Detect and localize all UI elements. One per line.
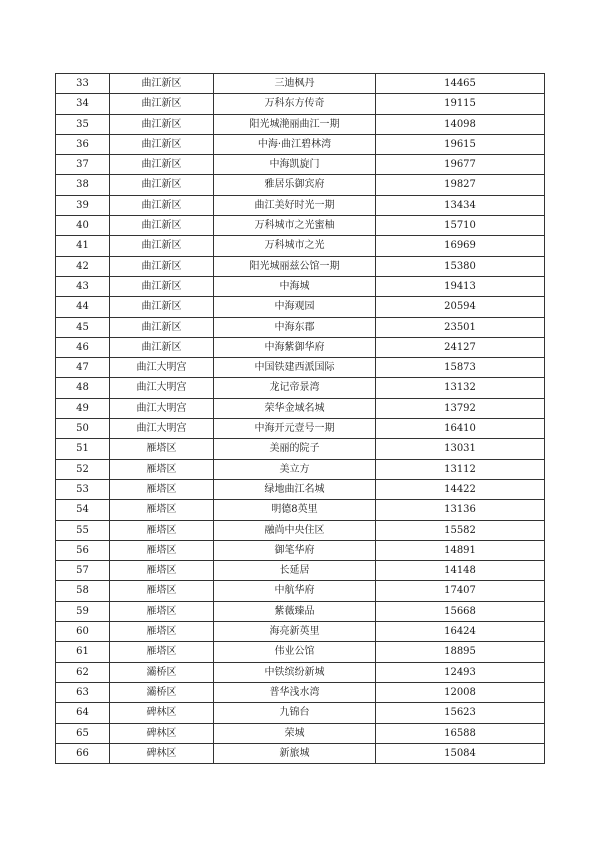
row-number-cell: 35: [56, 114, 110, 134]
table-row: [56, 743, 545, 763]
row-number-cell: 38: [56, 175, 110, 195]
row-number-cell: 59: [56, 601, 110, 621]
project-name-cell: 龙记帝景湾: [214, 378, 376, 398]
project-name-cell: 万科城市之光蜜柚: [214, 216, 376, 236]
district-cell: 曲江新区: [110, 195, 214, 215]
price-cell: 13792: [376, 398, 545, 418]
project-name-cell: 九锦台: [214, 703, 376, 723]
price-cell: 24127: [376, 337, 545, 357]
table-row: [56, 195, 545, 215]
price-cell: 19827: [376, 175, 545, 195]
table-row: [56, 581, 545, 601]
district-cell: 曲江新区: [110, 236, 214, 256]
price-cell: 23501: [376, 317, 545, 337]
project-name-cell: 绿地曲江名城: [214, 479, 376, 499]
table-row: [56, 337, 545, 357]
project-name-cell: 万科城市之光: [214, 236, 376, 256]
price-cell: 15623: [376, 703, 545, 723]
price-cell: 16588: [376, 723, 545, 743]
project-name-cell: 御笔华府: [214, 540, 376, 560]
district-cell: 曲江新区: [110, 216, 214, 236]
table-row: [56, 134, 545, 154]
project-name-cell: 中海城: [214, 276, 376, 296]
table-row: [56, 358, 545, 378]
row-number-cell: 37: [56, 155, 110, 175]
row-number-cell: 43: [56, 276, 110, 296]
project-name-cell: 中铁缤纷新城: [214, 662, 376, 682]
project-name-cell: 中海紫御华府: [214, 337, 376, 357]
district-cell: 曲江新区: [110, 317, 214, 337]
district-cell: 曲江大明宫: [110, 398, 214, 418]
table-row: [56, 256, 545, 276]
row-number-cell: 56: [56, 540, 110, 560]
district-cell: 雁塔区: [110, 439, 214, 459]
price-cell: 19615: [376, 134, 545, 154]
district-cell: 雁塔区: [110, 479, 214, 499]
district-cell: 雁塔区: [110, 601, 214, 621]
district-cell: 曲江新区: [110, 74, 214, 94]
row-number-cell: 44: [56, 297, 110, 317]
price-cell: 19413: [376, 276, 545, 296]
table-row: [56, 520, 545, 540]
price-cell: 13136: [376, 500, 545, 520]
project-name-cell: 中海凯旋门: [214, 155, 376, 175]
district-cell: 曲江新区: [110, 175, 214, 195]
district-cell: 曲江大明宫: [110, 419, 214, 439]
price-cell: 14891: [376, 540, 545, 560]
price-cell: 15710: [376, 216, 545, 236]
row-number-cell: 46: [56, 337, 110, 357]
district-cell: 雁塔区: [110, 622, 214, 642]
project-name-cell: 明德8英里: [214, 500, 376, 520]
price-cell: 15582: [376, 520, 545, 540]
project-name-cell: 紫薇臻品: [214, 601, 376, 621]
row-number-cell: 40: [56, 216, 110, 236]
row-number-cell: 62: [56, 662, 110, 682]
district-cell: 曲江新区: [110, 134, 214, 154]
project-name-cell: 荣城: [214, 723, 376, 743]
table-row: [56, 175, 545, 195]
price-cell: 18895: [376, 642, 545, 662]
price-cell: 15873: [376, 358, 545, 378]
project-name-cell: 海亮新英里: [214, 622, 376, 642]
district-cell: 雁塔区: [110, 642, 214, 662]
district-cell: 曲江新区: [110, 155, 214, 175]
price-cell: 13031: [376, 439, 545, 459]
price-table: [55, 73, 545, 764]
price-cell: 14465: [376, 74, 545, 94]
row-number-cell: 34: [56, 94, 110, 114]
table-row: [56, 439, 545, 459]
row-number-cell: 36: [56, 134, 110, 154]
price-cell: 19115: [376, 94, 545, 114]
district-cell: 灞桥区: [110, 682, 214, 702]
row-number-cell: 47: [56, 358, 110, 378]
row-number-cell: 58: [56, 581, 110, 601]
district-cell: 曲江新区: [110, 114, 214, 134]
price-table-sheet: [55, 73, 544, 764]
project-name-cell: 普华浅水湾: [214, 682, 376, 702]
district-cell: 灞桥区: [110, 662, 214, 682]
table-row: [56, 297, 545, 317]
district-cell: 曲江新区: [110, 276, 214, 296]
project-name-cell: 中海·曲江碧林湾: [214, 134, 376, 154]
district-cell: 雁塔区: [110, 581, 214, 601]
row-number-cell: 64: [56, 703, 110, 723]
table-row: [56, 561, 545, 581]
table-row: [56, 622, 545, 642]
table-row: [56, 114, 545, 134]
row-number-cell: 57: [56, 561, 110, 581]
district-cell: 曲江新区: [110, 297, 214, 317]
project-name-cell: 中海观园: [214, 297, 376, 317]
table-row: [56, 317, 545, 337]
row-number-cell: 60: [56, 622, 110, 642]
price-cell: 13132: [376, 378, 545, 398]
project-name-cell: 中国铁建西派国际: [214, 358, 376, 378]
table-row: [56, 419, 545, 439]
table-row: [56, 459, 545, 479]
district-cell: 曲江大明宫: [110, 358, 214, 378]
price-cell: 17407: [376, 581, 545, 601]
row-number-cell: 39: [56, 195, 110, 215]
table-row: [56, 74, 545, 94]
project-name-cell: 融尚中央住区: [214, 520, 376, 540]
table-row: [56, 662, 545, 682]
table-row: [56, 398, 545, 418]
table-row: [56, 216, 545, 236]
price-cell: 16410: [376, 419, 545, 439]
row-number-cell: 41: [56, 236, 110, 256]
district-cell: 碑林区: [110, 743, 214, 763]
project-name-cell: 阳光城滟丽曲江一期: [214, 114, 376, 134]
project-name-cell: 伟业公馆: [214, 642, 376, 662]
table-row: [56, 703, 545, 723]
district-cell: 曲江新区: [110, 337, 214, 357]
row-number-cell: 42: [56, 256, 110, 276]
district-cell: 雁塔区: [110, 500, 214, 520]
row-number-cell: 61: [56, 642, 110, 662]
district-cell: 雁塔区: [110, 520, 214, 540]
table-row: [56, 155, 545, 175]
project-name-cell: 万科东方传奇: [214, 94, 376, 114]
row-number-cell: 52: [56, 459, 110, 479]
table-row: [56, 276, 545, 296]
district-cell: 曲江新区: [110, 94, 214, 114]
row-number-cell: 65: [56, 723, 110, 743]
row-number-cell: 48: [56, 378, 110, 398]
price-cell: 13434: [376, 195, 545, 215]
table-row: [56, 479, 545, 499]
row-number-cell: 66: [56, 743, 110, 763]
price-cell: 12493: [376, 662, 545, 682]
table-row: [56, 601, 545, 621]
price-cell: 15380: [376, 256, 545, 276]
row-number-cell: 33: [56, 74, 110, 94]
district-cell: 碑林区: [110, 723, 214, 743]
project-name-cell: 美丽的院子: [214, 439, 376, 459]
project-name-cell: 中海开元壹号一期: [214, 419, 376, 439]
project-name-cell: 雅居乐御宾府: [214, 175, 376, 195]
project-name-cell: 长延居: [214, 561, 376, 581]
project-name-cell: 美立方: [214, 459, 376, 479]
price-cell: 14148: [376, 561, 545, 581]
row-number-cell: 55: [56, 520, 110, 540]
price-cell: 19677: [376, 155, 545, 175]
price-cell: 15668: [376, 601, 545, 621]
price-cell: 14422: [376, 479, 545, 499]
price-cell: 15084: [376, 743, 545, 763]
project-name-cell: 三迪枫丹: [214, 74, 376, 94]
table-row: [56, 642, 545, 662]
row-number-cell: 50: [56, 419, 110, 439]
district-cell: 雁塔区: [110, 540, 214, 560]
table-row: [56, 682, 545, 702]
price-cell: 12008: [376, 682, 545, 702]
price-cell: 16969: [376, 236, 545, 256]
project-name-cell: 中航华府: [214, 581, 376, 601]
table-row: [56, 723, 545, 743]
price-cell: 16424: [376, 622, 545, 642]
project-name-cell: 中海东郡: [214, 317, 376, 337]
row-number-cell: 49: [56, 398, 110, 418]
row-number-cell: 51: [56, 439, 110, 459]
price-cell: 14098: [376, 114, 545, 134]
project-name-cell: 新旅城: [214, 743, 376, 763]
table-row: [56, 500, 545, 520]
table-body: [56, 74, 545, 764]
row-number-cell: 63: [56, 682, 110, 702]
price-cell: 20594: [376, 297, 545, 317]
table-row: [56, 378, 545, 398]
row-number-cell: 45: [56, 317, 110, 337]
table-row: [56, 236, 545, 256]
row-number-cell: 53: [56, 479, 110, 499]
project-name-cell: 阳光城丽兹公馆一期: [214, 256, 376, 276]
project-name-cell: 荣华金域名城: [214, 398, 376, 418]
row-number-cell: 54: [56, 500, 110, 520]
project-name-cell: 曲江美好时光一期: [214, 195, 376, 215]
table-row: [56, 540, 545, 560]
table-row: [56, 94, 545, 114]
district-cell: 雁塔区: [110, 561, 214, 581]
district-cell: 碑林区: [110, 703, 214, 723]
district-cell: 曲江新区: [110, 256, 214, 276]
district-cell: 雁塔区: [110, 459, 214, 479]
district-cell: 曲江大明宫: [110, 378, 214, 398]
price-cell: 13112: [376, 459, 545, 479]
